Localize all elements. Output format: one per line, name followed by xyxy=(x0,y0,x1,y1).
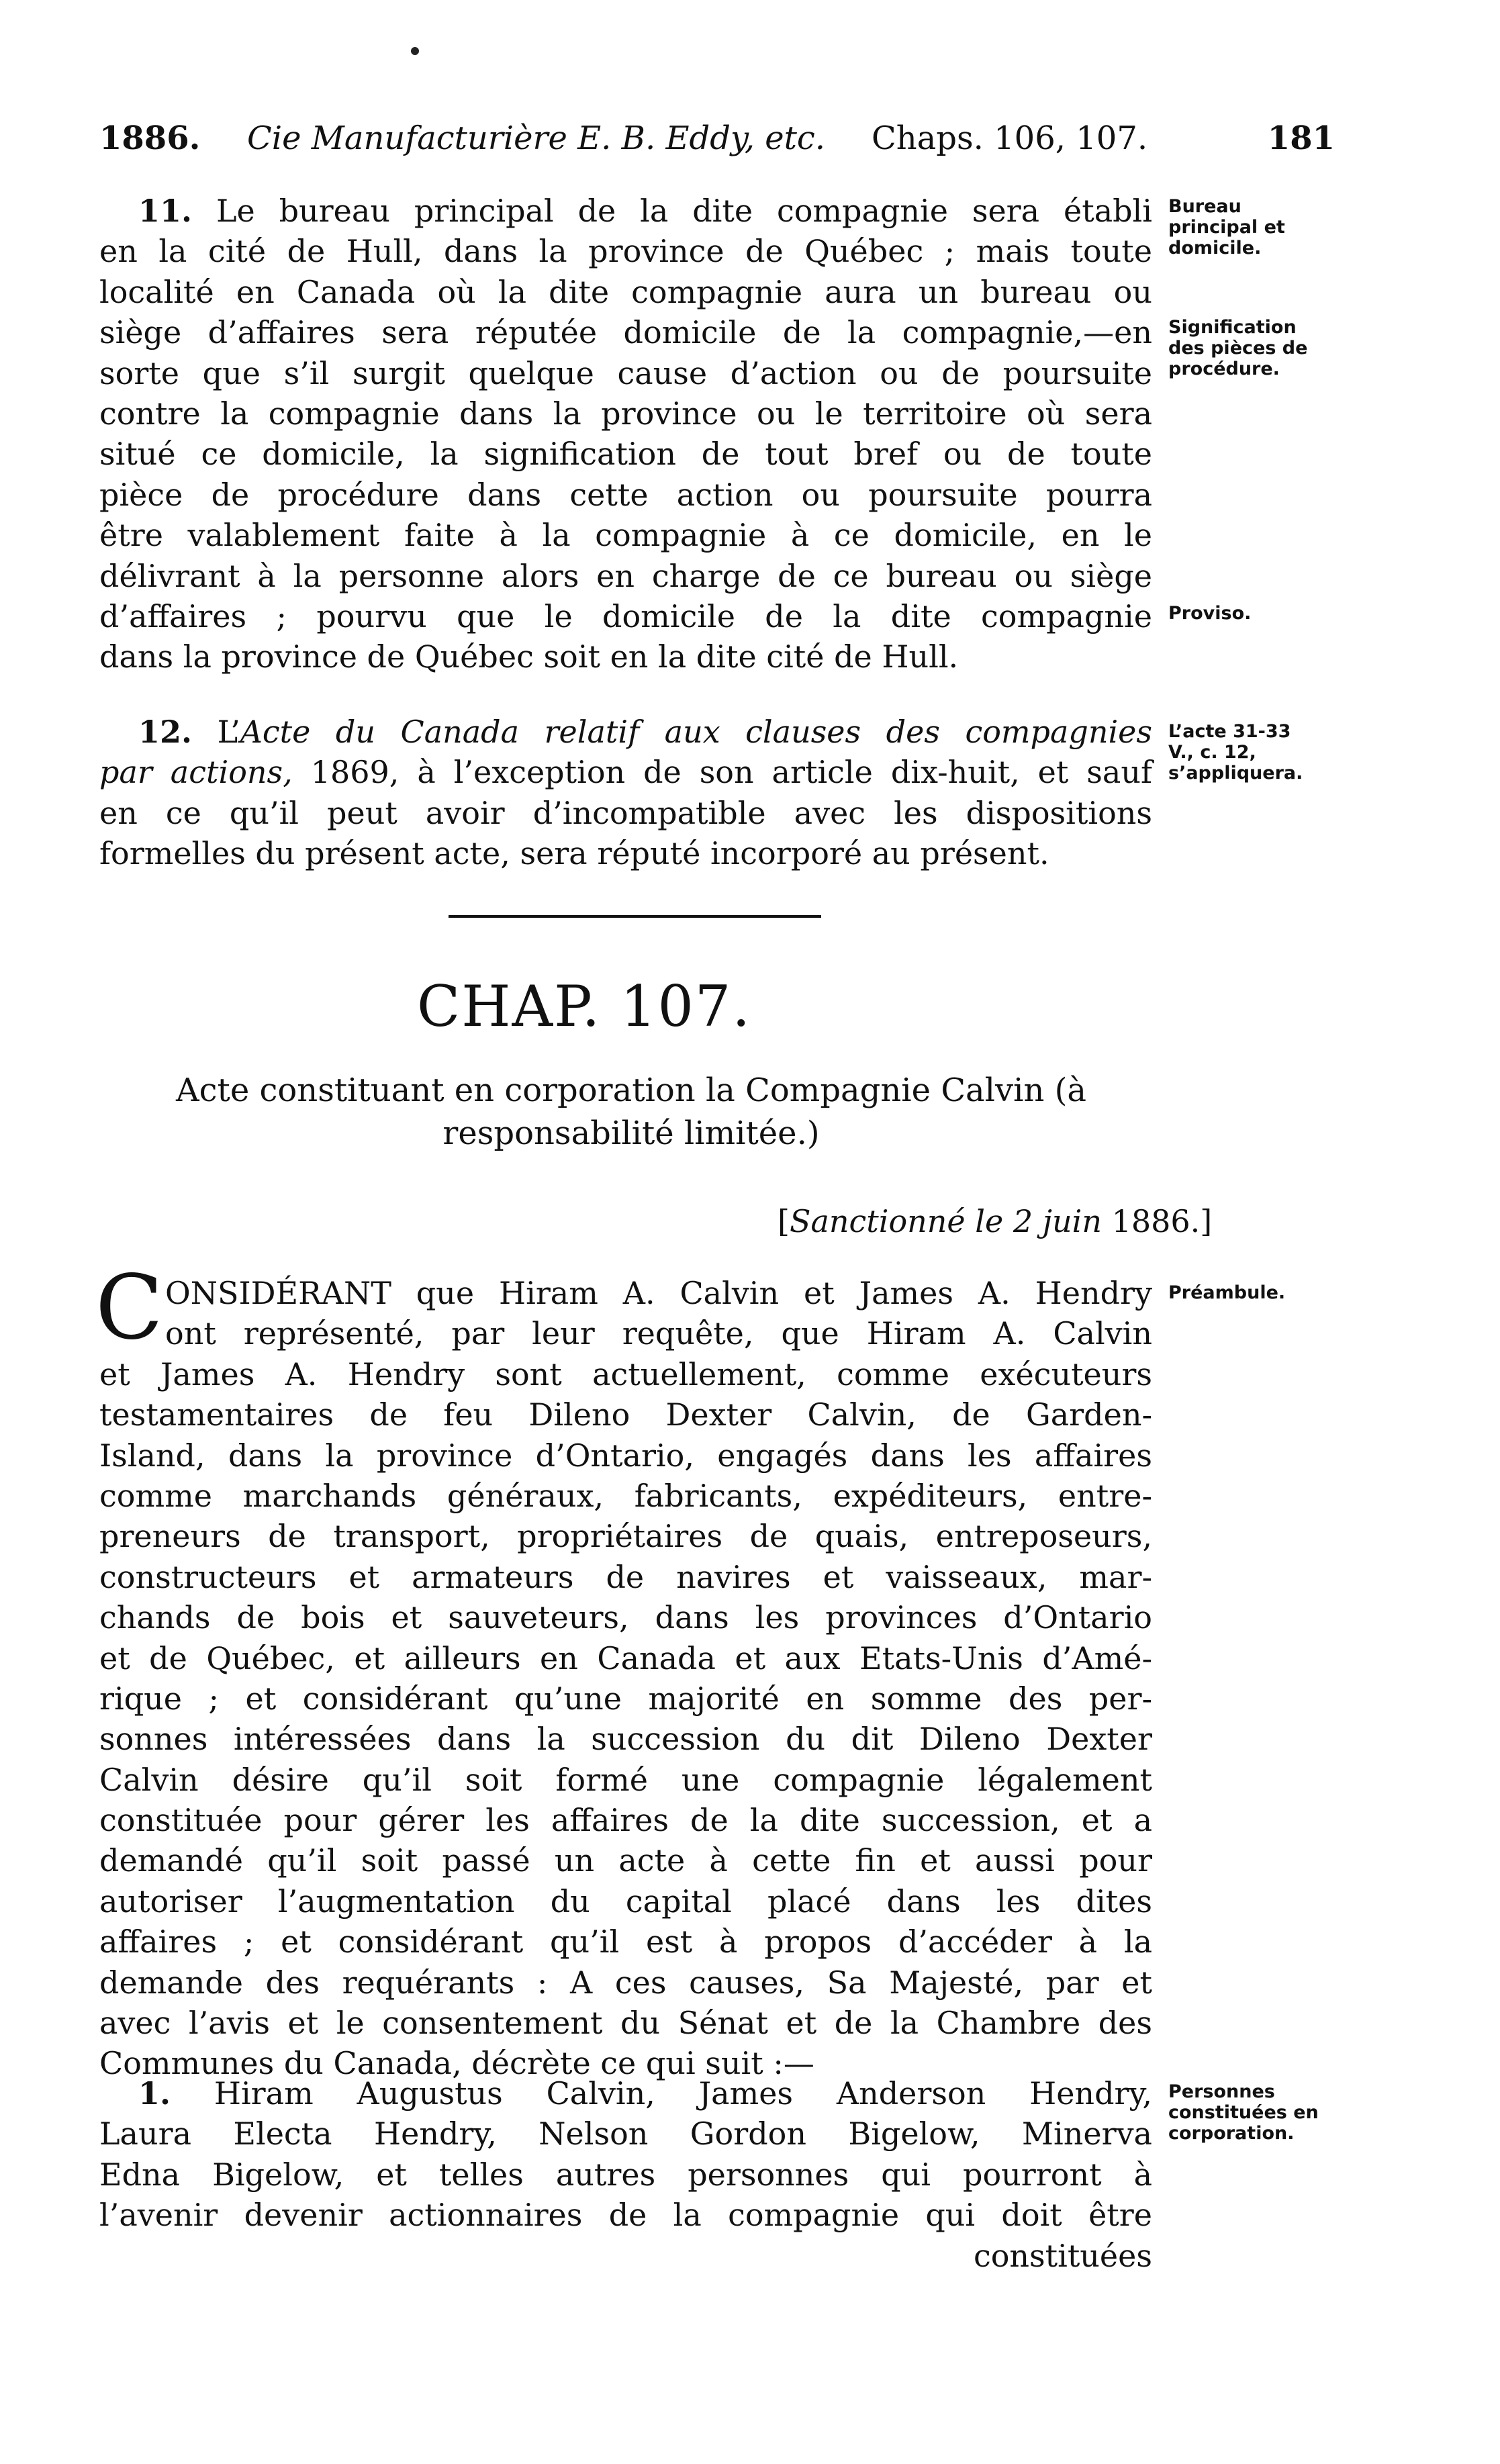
section-11-line: contre la compagnie dans la province ou le territoire où sera xyxy=(99,395,1152,432)
preamble-line: ONSIDÉRANT que Hiram A. Calvin et James A. Hendry xyxy=(165,1275,1152,1311)
running-header xyxy=(99,120,1362,160)
preamble-line: rique ; et considérant qu’une majorité en somme des per- xyxy=(99,1680,1152,1717)
section-11-line: situé ce domicile, la signification de tout bref ou de toute xyxy=(99,436,1152,473)
margin-note-signification: Signification des pièces de procédure. xyxy=(1168,317,1308,379)
section-11-line: être valablement faite à la compagnie à ce domicile, en le xyxy=(99,517,1152,554)
sanction-date: [Sanctionné le 2 juin 1886.] xyxy=(778,1203,1213,1239)
preamble-line: constituée pour gérer les affaires de la dite succession, et a xyxy=(99,1802,1152,1839)
preamble-line: et de Québec, et ailleurs en Canada et aux Etats-Unis d’Amé- xyxy=(99,1640,1152,1676)
margin-note-proviso: Proviso. xyxy=(1168,603,1252,624)
section-12-line: par actions, 1869, à l’exception de son article dix-huit, et sauf xyxy=(99,754,1152,791)
section-11-line: sorte que s’il surgit quelque cause d’action ou de poursuite xyxy=(99,354,1152,391)
margin-note-preambule: Préambule. xyxy=(1168,1282,1286,1303)
section-11-line: dans la province de Québec soit en la dite cité de Hull. xyxy=(99,638,959,675)
drop-cap: C xyxy=(95,1256,163,1360)
section-1-line: Laura Electa Hendry, Nelson Gordon Bigelow, Minerva xyxy=(99,2116,1152,2152)
margin-note-personnes: Personnes constituées en corporation. xyxy=(1168,2081,1319,2144)
header-title: Cie Manufacturière E. B. Eddy, etc. xyxy=(247,120,826,157)
preamble-line: demande des requérants : A ces causes, Sa Majesté, par et xyxy=(99,1964,1152,2001)
preamble-line: sonnes intéressées dans la succession du dit Dileno Dexter xyxy=(99,1721,1152,1758)
section-12-line: en ce qu’il peut avoir d’incompatible avec les dispositions xyxy=(99,794,1152,831)
preamble-line: et James A. Hendry sont actuellement, comme exécuteurs xyxy=(99,1356,1152,1392)
section-11 xyxy=(99,191,1152,677)
margin-note-bureau: Bureau principal et domicile. xyxy=(1168,196,1285,258)
preamble-line: ont représenté, par leur requête, que Hiram A. Calvin xyxy=(165,1315,1152,1352)
preamble-line: autoriser l’augmentation du capital placé dans les dites xyxy=(99,1883,1152,1920)
section-1-line: l’avenir devenir actionnaires de la compagnie qui doit être xyxy=(99,2197,1152,2234)
preamble-line: Calvin désire qu’il soit formé une compagnie légalement xyxy=(99,1761,1152,1798)
section-11-line: 11. Le bureau principal de la dite compagnie sera établi xyxy=(138,193,1152,229)
section-1-line: 1. Hiram Augustus Calvin, James Anderson Hendry, xyxy=(138,2075,1152,2112)
preamble-line: chands de bois et sauveteurs, dans les provinces d’Ontario xyxy=(99,1599,1152,1636)
preamble-line: constructeurs et armateurs de navires et vaisseaux, mar- xyxy=(99,1558,1152,1595)
section-12-line: formelles du présent acte, sera réputé incorporé au présent. xyxy=(99,835,1049,872)
section-12 xyxy=(99,712,1152,874)
ink-speck xyxy=(411,47,419,55)
section-12-line: 12. L’Acte du Canada relatif aux clauses des compagnies xyxy=(138,714,1152,750)
preamble-line: testamentaires de feu Dileno Dexter Calvin, de Garden- xyxy=(99,1396,1152,1433)
preamble xyxy=(99,1273,1152,2084)
preamble-line: affaires ; et considérant qu’il est à propos d’accéder à la xyxy=(99,1924,1152,1960)
section-11-line: d’affaires ; pourvu que le domicile de la dite compagnie xyxy=(99,598,1152,634)
margin-note-acte: L’acte 31-33 V., c. 12, s’appliquera. xyxy=(1168,721,1303,784)
preamble-line: preneurs de transport, propriétaires de quais, entreposeurs, xyxy=(99,1518,1152,1555)
section-11-line: siège d’affaires sera réputée domicile de la compagnie,—en xyxy=(99,314,1152,351)
section-number: 1. xyxy=(138,2075,171,2112)
header-chapters: Chaps. 106, 107. xyxy=(872,120,1148,157)
preamble-line: avec l’avis et le consentement du Sénat et de la Chambre des xyxy=(99,2005,1152,2042)
chapter-title-line: Acte constituant en corporation la Compagnie Calvin (à xyxy=(176,1072,1086,1109)
section-11-line: délivrant à la personne alors en charge de ce bureau ou siège xyxy=(99,557,1152,594)
section-number: 12. xyxy=(138,714,193,750)
preamble-line: Communes du Canada, décrète ce qui suit :— xyxy=(99,2045,814,2082)
section-11-line: localité en Canada où la dite compagnie aura un bureau ou xyxy=(99,273,1152,310)
catchword: constituées xyxy=(973,2237,1152,2274)
preamble-line: comme marchands généraux, fabricants, expéditeurs, entre- xyxy=(99,1477,1152,1514)
chapter-heading: CHAP. 107. xyxy=(416,974,752,1039)
section-11-line: pièce de procédure dans cette action ou poursuite pourra xyxy=(99,476,1152,513)
section-11-line: en la cité de Hull, dans la province de Québec ; mais toute xyxy=(99,233,1152,270)
preamble-line: demandé qu’il soit passé un acte à cette fin et aussi pour xyxy=(99,1842,1152,1879)
section-number: 11. xyxy=(138,193,193,229)
page-number: 181 xyxy=(1267,120,1335,157)
preamble-line: Island, dans la province d’Ontario, engagés dans les affaires xyxy=(99,1437,1152,1474)
header-year: 1886. xyxy=(99,120,201,157)
chapter-title-line: responsabilité limitée.) xyxy=(442,1115,820,1152)
section-divider xyxy=(449,915,821,918)
chapter-title xyxy=(94,1069,1168,1155)
section-1 xyxy=(99,2073,1152,2276)
section-1-line: Edna Bigelow, et telles autres personnes qui pourront à xyxy=(99,2156,1152,2193)
